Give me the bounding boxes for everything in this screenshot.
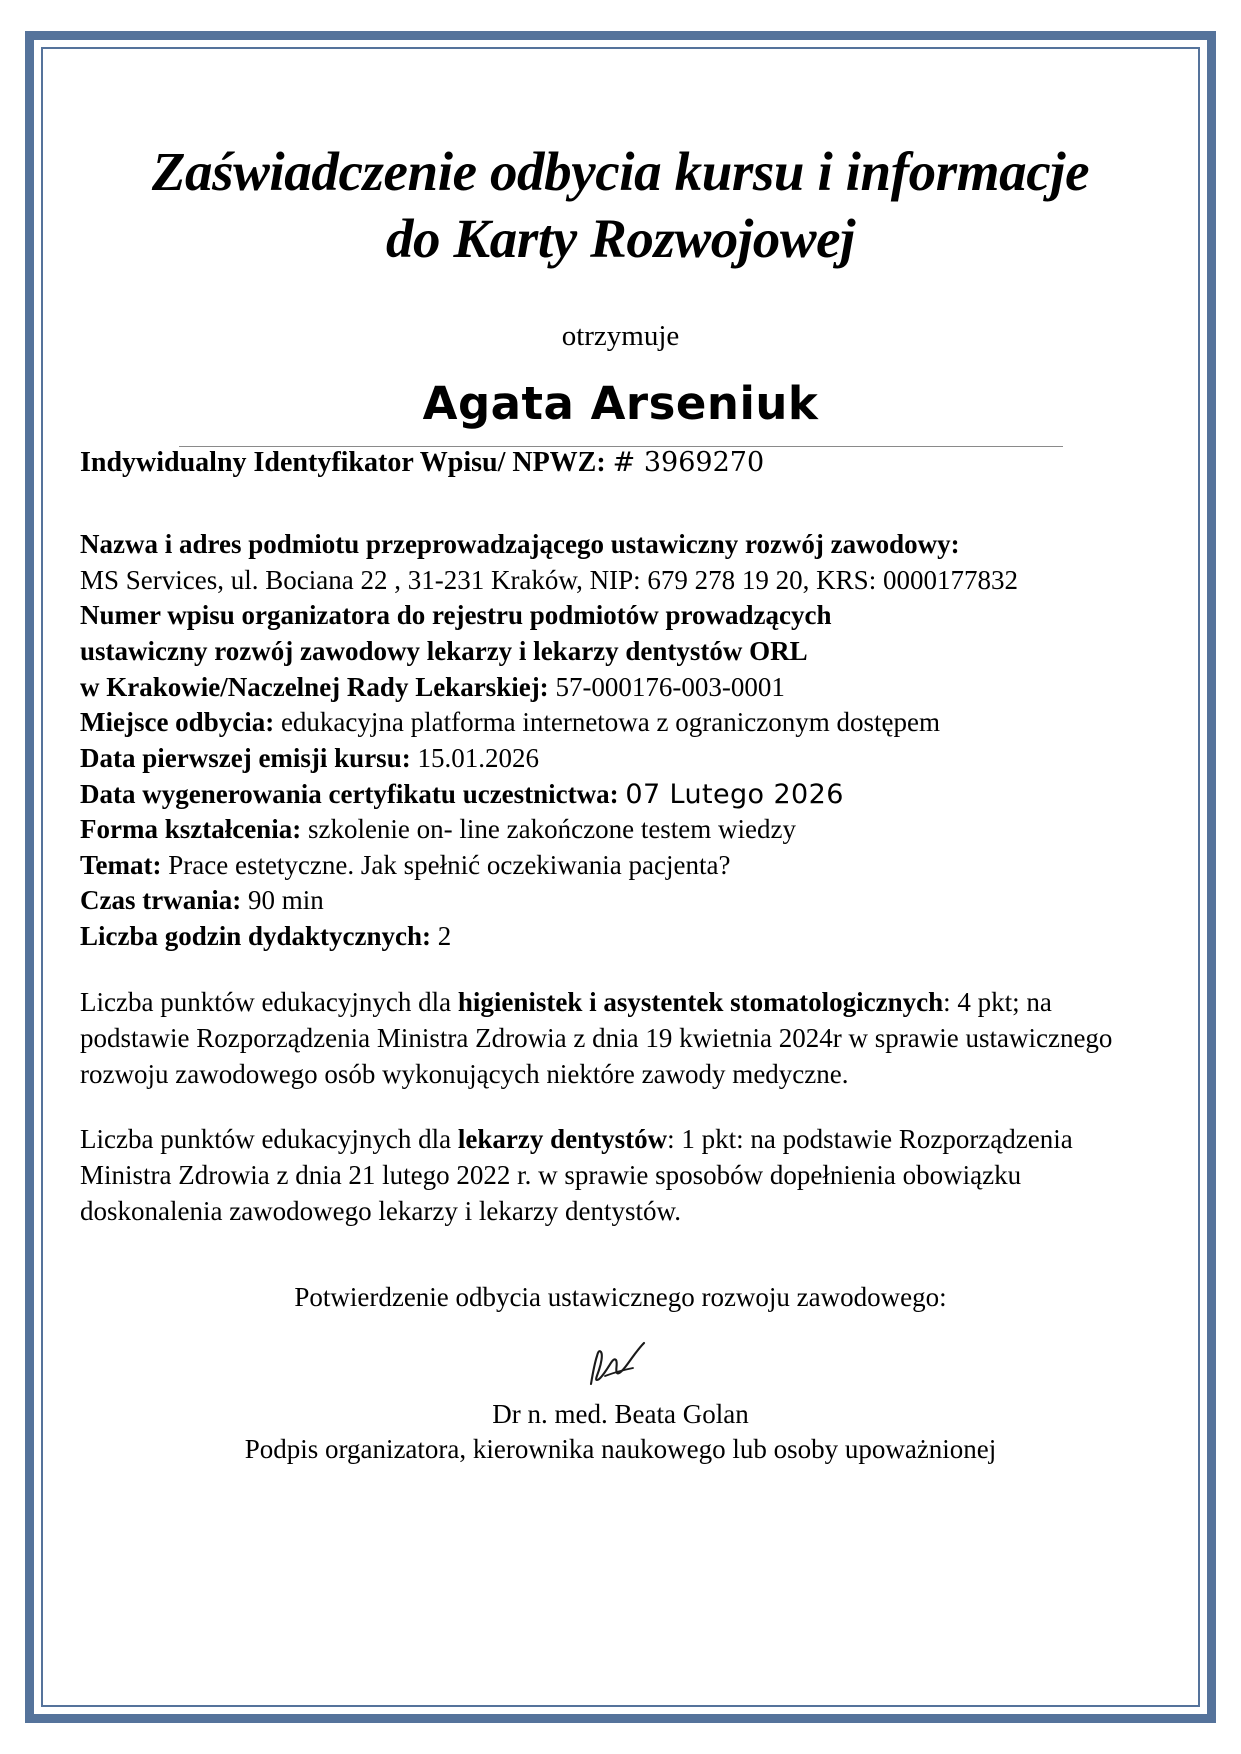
signer-name: Dr n. med. Beata Golan: [492, 1399, 749, 1430]
registry-value: 57-000176-003-0001: [555, 671, 785, 702]
points-dentists-prefix: Liczba punktów edukacyjnych dla: [80, 1124, 458, 1155]
registry-label-row-2: [80, 634, 1169, 670]
topic-value: Prace estetyczne. Jak spełnić oczekiwania pacjenta?: [168, 849, 731, 880]
first-emission-label: Data pierwszej emisji kursu:: [80, 742, 411, 773]
duration-row: [80, 883, 1169, 919]
registry-label-line-1: Numer wpisu organizatora do rejestru podmiotów prowadzących: [80, 600, 832, 631]
generated-value: 07 Lutego 2026: [625, 778, 844, 810]
points-dentists-paragraph: [72, 1122, 1169, 1230]
organizer-label-row: [80, 527, 1169, 563]
details-block: [72, 527, 1169, 955]
organizer-value: MS Services, ul. Bociana 22 , 31-231 Kraków, NIP: 679 278 19 20, KRS: 0000177832: [80, 564, 1018, 595]
hours-row: [80, 919, 1169, 955]
registry-label-line-3: w Krakowie/Naczelnej Rady Lekarskiej:: [80, 671, 549, 702]
points-hygienists-bold: higienistek i asystentek stomatologicznych: [457, 986, 944, 1017]
registry-label-line-2: ustawiczny rozwój zawodowy lekarzy i lekarzy dentystów ORL: [80, 636, 808, 667]
first-emission-row: [80, 741, 1169, 777]
points-hygienists-paragraph: [72, 985, 1169, 1093]
hours-label: Liczba godzin dydaktycznych:: [80, 921, 432, 952]
npwz-row: [72, 447, 1169, 479]
certificate-content: [72, 60, 1169, 1465]
points-hygienists-suffix: : 4 pkt; na podstawie Rozporządzenia Ministra Zdrowia z dnia 19 kwietnia 2024r w sprawie ustawicznego rozwoju zawodowego osób wykonujących niektóre zawody medyczne.: [80, 986, 1113, 1089]
points-dentists-suffix: : 1 pkt: na podstawie Rozporządzenia Ministra Zdrowia z dnia 21 lutego 2022 r. w sprawie sposobów dopełnienia obowiązku doskonalenia zawodowego lekarzy i lekarzy dentystów.: [80, 1124, 1073, 1227]
generated-row: [80, 777, 1169, 813]
title-line-2: do Karty Rozwojowej: [385, 208, 856, 270]
generated-label: Data wygenerowania certyfikatu uczestnictwa:: [80, 778, 619, 809]
organizer-value-row: [80, 563, 1169, 599]
points-dentists-bold: lekarzy dentystów: [457, 1124, 668, 1155]
hours-value: 2: [437, 921, 452, 952]
title-line-1: Zaświadczenie odbycia kursu i informacje: [151, 141, 1090, 202]
receives-label: otrzymuje: [561, 320, 680, 353]
form-label: Forma kształcenia:: [80, 814, 302, 845]
signer-role: Podpis organizatora, kierownika naukowego lub osoby upoważnionej: [244, 1434, 997, 1465]
organizer-label: Nazwa i adres podmiotu przeprowadzającego ustawiczny rozwój zawodowy:: [80, 529, 960, 560]
npwz-value: # 3969270: [612, 447, 765, 479]
registry-value-row: [80, 670, 1169, 706]
place-label: Miejsce odbycia:: [80, 707, 275, 738]
form-value: szkolenie on- line zakończone testem wiedzy: [307, 814, 797, 845]
registry-label-row-1: [80, 598, 1169, 634]
npwz-label: Indywidualny Identyfikator Wpisu/ NPWZ:: [80, 447, 606, 479]
first-emission-value: 15.01.2026: [417, 742, 539, 773]
handwritten-signature-icon: [561, 1332, 681, 1402]
form-row: [80, 812, 1169, 848]
duration-value: 90 min: [247, 885, 324, 916]
recipient-name: Agata Arseniuk: [422, 377, 819, 431]
duration-label: Czas trwania:: [80, 885, 242, 916]
points-hygienists-prefix: Liczba punktów edukacyjnych dla: [80, 986, 458, 1017]
topic-label: Temat:: [80, 849, 162, 880]
page-title: [72, 138, 1169, 272]
place-row: [80, 705, 1169, 741]
topic-row: [80, 848, 1169, 884]
place-value: edukacyjna platforma internetowa z ograniczonym dostępem: [280, 707, 940, 738]
signature-mark: [72, 1331, 1169, 1403]
confirmation-text: Potwierdzenie odbycia ustawicznego rozwoju zawodowego:: [294, 1282, 947, 1313]
